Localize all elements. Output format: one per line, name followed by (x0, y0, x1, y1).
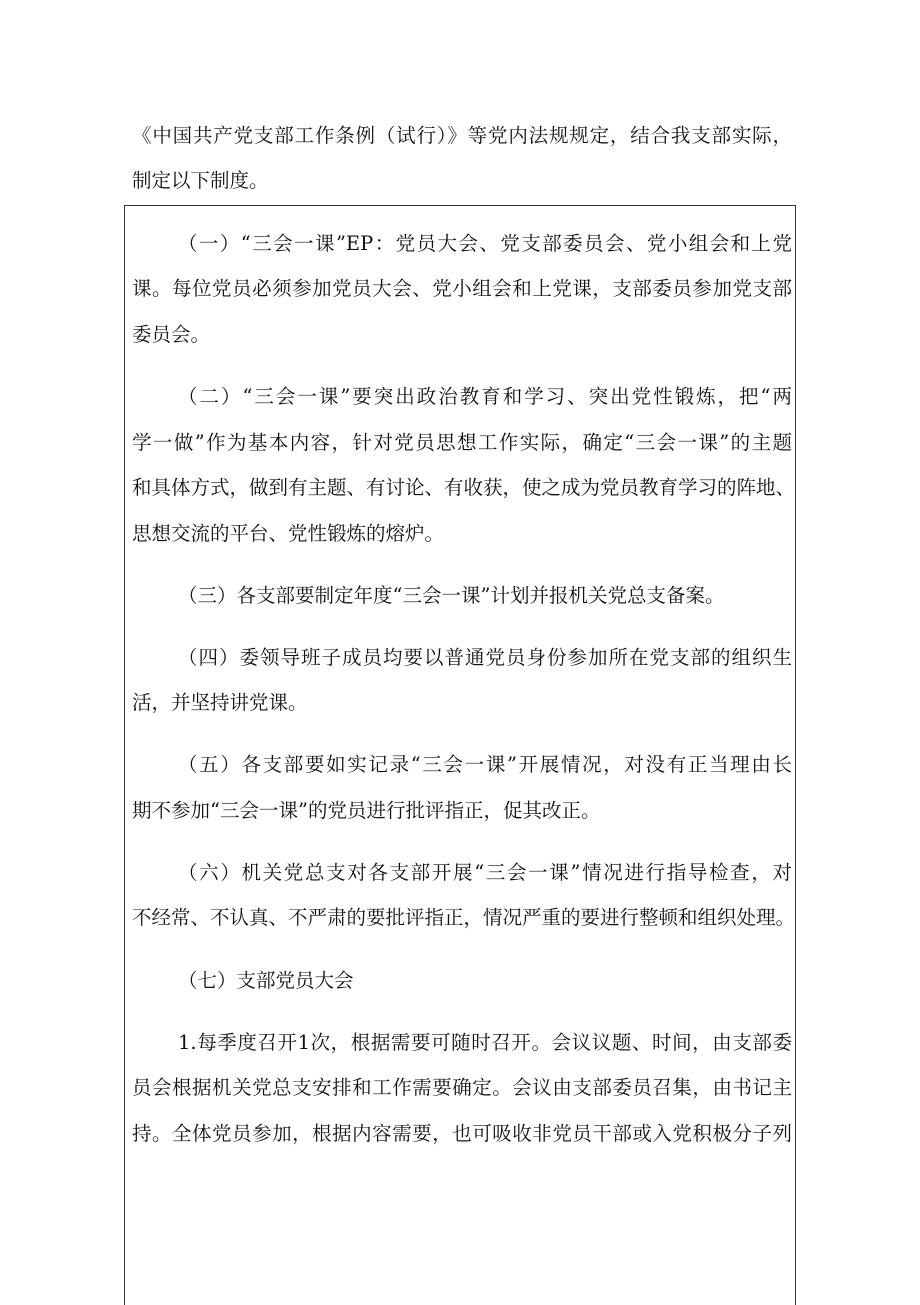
clause-line: 思想交流的平台、党性锻炼的熔炉。 (132, 522, 445, 545)
clause-line: （一）“三会一课”EP：党员大会、党支部委员会、党小组会和上党 (178, 232, 792, 255)
clause-line: 课。每位党员必须参加党员大会、党小组会和上党课，支部委员参加党支部 (132, 277, 792, 300)
clause-line: 员会根据机关党总支安排和工作需要确定。会议由支部委员召集，由书记主 (132, 1076, 792, 1099)
clause-line: （二）“三会一课”要突出政治教育和学习、突出党性锻炼，把“两 (178, 385, 792, 408)
clause-line: 持。全体党员参加，根据内容需要，也可吸收非党员干部或入党积极分子列 (132, 1122, 792, 1145)
clause-line: 活，并坚持讲党课。 (132, 691, 308, 714)
clause-line: （三）各支部要制定年度“三会一课”计划并报机关党总支备案。 (178, 584, 725, 607)
clause-line: 1.每季度召开1次，根据需要可随时召开。会议议题、时间，由支部委 (178, 1031, 792, 1054)
intro-line: 制定以下制度。 (132, 169, 269, 192)
clause-line: （六）机关党总支对各支部开展“三会一课”情况进行指导检查，对 (178, 861, 792, 884)
section-heading: （七）支部党员大会 (178, 969, 354, 992)
intro-line: 《中国共产党支部工作条例（试行）》等党内法规规定，结合我支部实际， (132, 124, 792, 147)
clause-line: （五）各支部要如实记录“三会一课”开展情况，对没有正当理由长 (178, 753, 792, 776)
clause-line: 学一做”作为基本内容，针对党员思想工作实际，确定“三会一课”的主题 (132, 431, 792, 454)
clause-line: 委员会。 (132, 323, 211, 346)
clause-line: 不经常、不认真、不严肃的要批评指正，情况严重的要进行整顿和组织处理。 (132, 906, 796, 929)
clause-line: 和具体方式，做到有主题、有讨论、有收获，使之成为党员教育学习的阵地、 (132, 476, 796, 499)
clause-line: 期不参加“三会一课”的党员进行批评指正，促其改正。 (132, 799, 601, 822)
clause-line: （四）委领导班子成员均要以普通党员身份参加所在党支部的组织生 (178, 646, 792, 669)
